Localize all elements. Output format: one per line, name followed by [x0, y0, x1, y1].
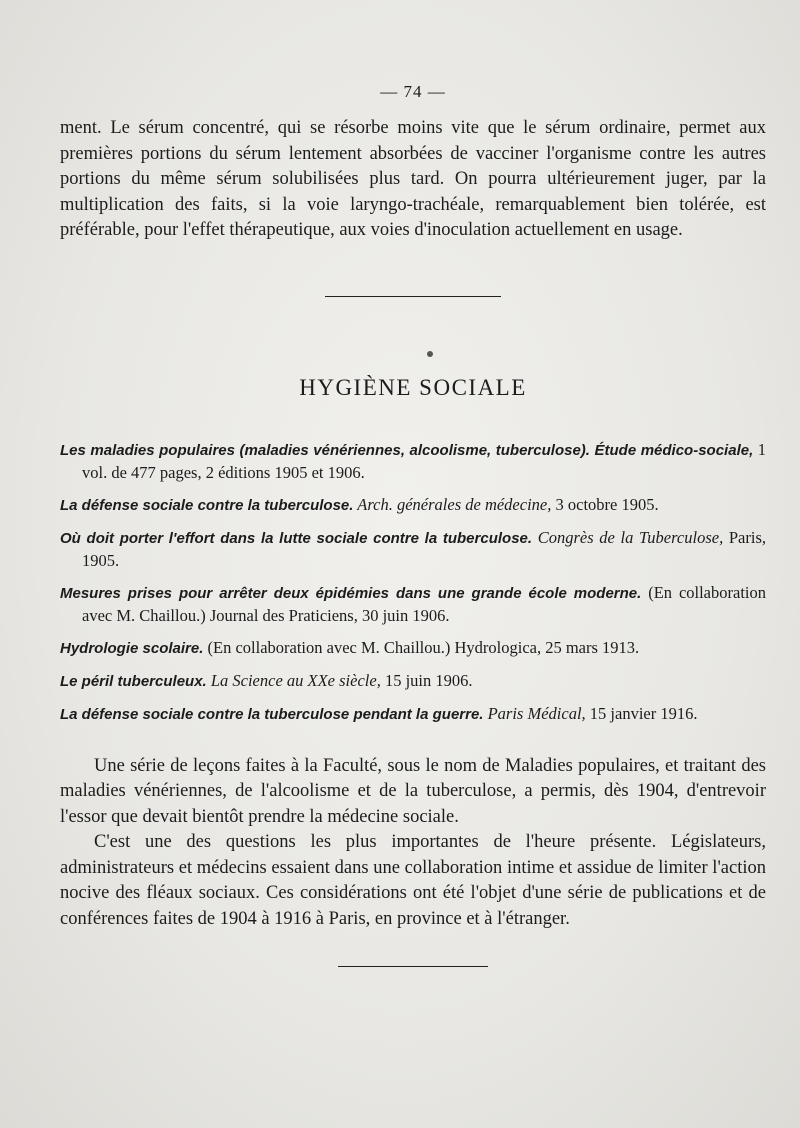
bibliography-entry: La défense sociale contre la tuberculose pendant la guerre. Paris Médical, 15 janvier 1916. [60, 703, 698, 723]
bibliography-entry: La défense sociale contre la tuberculose. Arch. générales de médecine, 3 octobre 1905. [60, 494, 659, 514]
closing-text [60, 754, 766, 933]
bibliography-entry: Mesures prises pour arrêter deux épidémies dans une grande école moderne. (En collaboration avec M. Chaillou.) Journal des Praticiens, 30 juin 1906. [60, 582, 766, 625]
closing-paragraph: Une série de leçons faites à la Faculté, sous le nom de Maladies populaires, et traitant des maladies vénériennes, de l'alcoolisme et de la tuberculose, a permis, dès 1904, d'entrevoir l'essor que devait bientôt prendre la médecine sociale. [60, 755, 766, 827]
closing-paragraph: C'est une des questions les plus importantes de l'heure présente. Législateurs, administrateurs et médecins essaient dans une collaboration intime et assidue de limiter l'action nocive des fléaux sociaux. Ces considérations ont été l'objet d'une série de publications et de conférences faites de 1904 à 1916 à Paris, en province et à l'étranger. [60, 832, 766, 929]
page-number: — 74 — [380, 82, 446, 101]
section-divider [325, 296, 501, 297]
intro-paragraph: ment. Le sérum concentré, qui se résorbe moins vite que le sérum ordinaire, permet aux premières portions du sérum lentement absorbées de vacciner l'organisme contre les autres portions du même sérum solubilisées plus tard. On pourra ultérieurement juger, par la multiplication des faits, si la voie laryngo-trachéale, remarquablement bien tolérée, est préférable, pour l'effet thérapeutique, aux voies d'inoculation actuellement en usage. [60, 118, 766, 240]
bibliography-entry: Où doit porter l'effort dans la lutte sociale contre la tuberculose. Congrès de la Tuberculose, Paris, 1905. [60, 527, 767, 570]
bibliography-list [60, 439, 766, 726]
bibliography-entry: Le péril tuberculeux. La Science au XXe siècle, 15 juin 1906. [60, 670, 473, 690]
end-divider [338, 966, 488, 967]
bibliography-entry: Les maladies populaires (maladies vénériennes, alcoolisme, tuberculose). Étude médico-sociale, 1 vol. de 477 pages, 2 éditions 1905 et 1906. [60, 439, 766, 482]
section-title: HYGIÈNE SOCIALE [299, 374, 527, 400]
ornament-dot [427, 351, 433, 357]
bibliography-entry: Hydrologie scolaire. (En collaboration avec M. Chaillou.) Hydrologica, 25 mars 1913. [60, 637, 640, 657]
page-content [60, 82, 766, 967]
